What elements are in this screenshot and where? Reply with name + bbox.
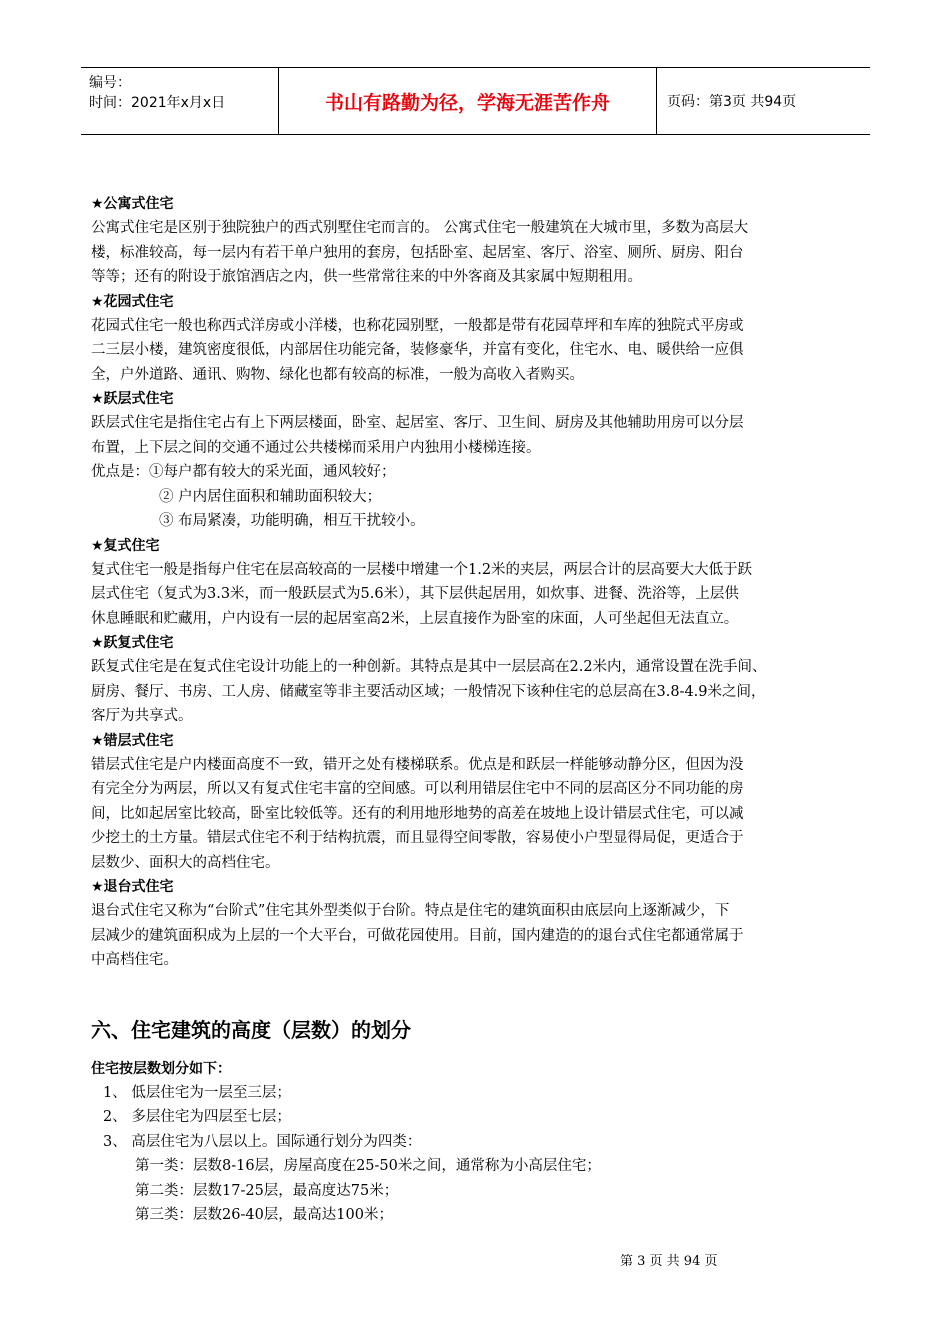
header-motto: 书山有路勤为径，学海无涯苦作舟 [279,68,657,134]
section-paragraph [91,558,871,632]
paragraph-line: 退台式住宅又称为“台阶式”住宅其外型类似于台阶。特点是住宅的建筑面积由底层向上逐渐减少，下 [91,903,730,919]
floor-classification-list [91,1081,871,1228]
main-content [91,192,871,1228]
paragraph-line: 厨房、餐厅、书房、工人房、储藏室等非主要活动区域；一般情况下该种住宅的总层高在3.8-4.9米之间， [91,683,766,700]
section-title: ★跃复式住宅 [91,635,174,651]
paragraph-line: 间，比如起居室比较高，卧室比较低等。还有的利用地形地势的高差在坡地上设计错层式住宅，可以减 [91,805,744,822]
page-header [81,67,870,135]
chapter-subtitle: 住宅按层数划分如下： [91,1060,231,1077]
page-footer: 第 3 页 共 94 页 [620,1254,718,1269]
section-paragraph [91,899,871,973]
section-paragraph [91,216,871,290]
sub-list-item: 第一类：层数8-16层，房屋高度在25-50米之间，通常称为小高层住宅； [135,1158,601,1174]
header-page-number: 页码：第3页 共94页 [667,94,797,110]
advantage-line [91,460,871,485]
paragraph-line: 层式住宅（复式为3.3米，而一般跃层式为5.6米），其下层供起居用，如炊事、进餐、洗浴等，上层供 [91,586,739,602]
section-paragraph [91,411,871,534]
list-item: 3、 高层住宅为八层以上。国际通行划分为四类： [103,1133,422,1150]
paragraph-line: 跃复式住宅是在复式住宅设计功能上的一种创新。其特点是其中一层层高在2.2米内，通常设置在洗手间、 [91,659,767,675]
advantage-item: ③ 布局紧凑，功能明确，相互干扰较小。 [159,513,425,529]
list-item: 1、 低层住宅为一层至三层； [103,1084,291,1101]
section-title: ★退台式住宅 [91,879,174,895]
document-date-label: 时间：2021年x月x日 [89,95,226,111]
paragraph-line: 错层式住宅是户内楼面高度不一致，错开之处有楼梯联系。优点是和跃层一样能够动静分区，但因为没 [91,756,744,773]
sub-list-item: 第二类：层数17-25层，最高度达75米； [135,1182,399,1199]
header-info-cell [81,68,279,134]
section-paragraph [91,655,871,729]
paragraph-line: 复式住宅一般是指每户住宅在层高较高的一层楼中增建一个1.2米的夹层，两层合计的层高要大大低于跃 [91,561,753,578]
paragraph-line: 中高档住宅。 [91,952,178,968]
section-title: ★花园式住宅 [91,293,174,310]
sub-list-item: 第三类：层数26-40层，最高达100米； [135,1207,393,1223]
paragraph-line: 全，户外道路、通讯、购物、绿化也都有较高的标准，一般为高收入者购买。 [91,366,584,383]
section-paragraph [91,753,871,876]
section-title: ★公寓式住宅 [91,196,174,212]
advantage-item: ② 户内居住面积和辅助面积较大； [159,488,382,505]
section-title: ★错层式住宅 [91,732,174,749]
list-item: 2、 多层住宅为四层至七层； [103,1109,291,1125]
document-number-label: 编号： [89,75,131,91]
paragraph-line: 公寓式住宅是区别于独院独户的西式别墅住宅而言的。 公寓式住宅一般建筑在大城市里，多数为高层大 [91,220,749,236]
paragraph-line: 有完全分为两层，所以又有复式住宅丰富的空间感。可以利用错层住宅中不同的层高区分不同功能的房 [91,781,744,797]
chapter-title: 六、住宅建筑的高度（层数）的划分 [91,1017,411,1042]
advantages-label: 优点是： [91,464,149,480]
paragraph-line: 客厅为共享式。 [91,708,193,724]
paragraph-line: 布置，上下层之间的交通不通过公共楼梯而采用户内独用小楼梯连接。 [91,439,541,456]
section-paragraph [91,314,871,388]
paragraph-line: 花园式住宅一般也称西式洋房或小洋楼，也称花园别墅，一般都是带有花园草坪和车库的独院式平房或 [91,317,744,334]
paragraph-line: 楼，标准较高，每一层内有若干单户独用的套房，包括卧室、起居室、客厅、浴室、厕所、厨房、阳台 [91,244,744,261]
advantage-item: ①每户都有较大的采光面，通风较好； [149,464,396,480]
paragraph-line: 休息睡眠和贮藏用，户内设有一层的起居室高2米，上层直接作为卧室的床面，人可坐起但无法直立。 [91,610,739,627]
paragraph-line: 等等；还有的附设于旅馆酒店之内，供一些常常往来的中外客商及其家属中短期租用。 [91,269,642,285]
paragraph-line: 跃层式住宅是指住宅占有上下两层楼面，卧室、起居室、客厅、卫生间、厨房及其他辅助用房可以分层 [91,415,744,431]
paragraph-line: 少挖土的土方量。错层式住宅不利于结构抗震，而且显得空间零散，容易使小户型显得局促，更适合于 [91,830,744,846]
paragraph-line: 层数少、面积大的高档住宅。 [91,854,280,871]
section-title: ★跃层式住宅 [91,391,174,407]
paragraph-line: 层减少的建筑面积成为上层的一个大平台，可做花园使用。目前，国内建造的的退台式住宅都通常属于 [91,927,744,944]
section-title: ★复式住宅 [91,537,160,554]
paragraph-line: 二三层小楼，建筑密度很低，内部居住功能完备，装修豪华，并富有变化，住宅水、电、暖供给一应俱 [91,342,744,358]
